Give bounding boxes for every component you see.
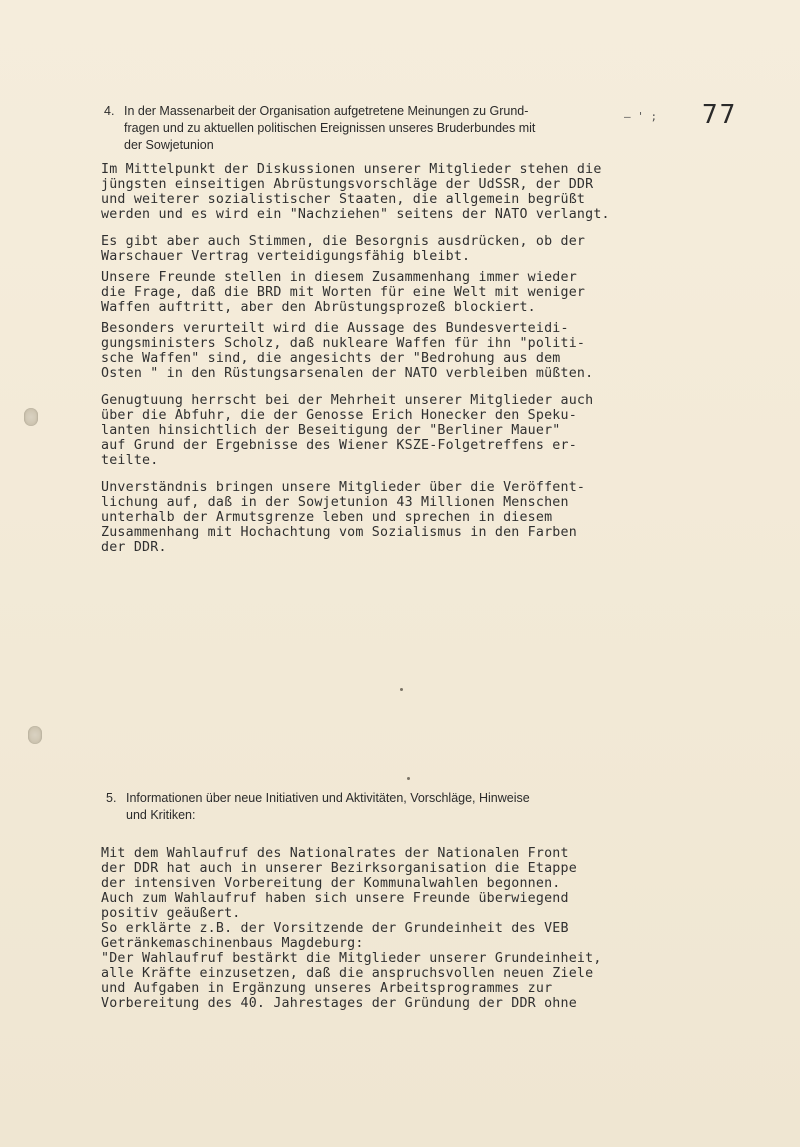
section-4-number: 4.	[104, 104, 115, 118]
paragraph: Mit dem Wahlaufruf des Nationalrates der Nationalen Front der DDR hat auch in unserer Bezirksorganisation die Etappe der intensiven Vorbereitung der Kommunalwahlen begonnen. Auch zum Wahlaufruf haben sich unsere Freunde überwiegend positiv geäußert.	[101, 846, 577, 921]
paragraph: So erklärte z.B. der Vorsitzende der Grundeinheit des VEB Getränkemaschinenbaus Magdeburg: "Der Wahlaufruf bestärkt die Mitglieder unserer Grundeinheit, alle Kräfte einzusetzen, daß die anspruchsvollen neuen Ziele und Aufgaben in Ergänzung unseres Arbeitsprogrammes zur Vorbereitung des 40. Jahrestages der Gründung der DDR ohne	[101, 921, 602, 1011]
stray-mark	[407, 777, 410, 780]
paragraph: Es gibt aber auch Stimmen, die Besorgnis ausdrücken, ob der Warschauer Vertrag verteidigungsfähig bleibt.	[101, 234, 586, 264]
paragraph: Im Mittelpunkt der Diskussionen unserer Mitglieder stehen die jüngsten einseitigen Abrüstungsvorschläge der UdSSR, der DDR und weiterer sozialistischer Staaten, die allgemein begrüßt werden und es wird ein "Nachziehen" seitens der NATO verlangt.	[101, 162, 610, 222]
margin-mark: — ' ;	[624, 110, 658, 123]
paragraph: Besonders verurteilt wird die Aussage des Bundesverteidi- gungsministers Scholz, daß nukleare Waffen für ihn "politi- sche Waffen" sind, die angesichts der "Bedrohung aus dem Osten " in den Rüstungsarsenalen der NATO verbleiben müßten.	[101, 321, 594, 381]
paragraph: Unsere Freunde stellen in diesem Zusammenhang immer wieder die Frage, daß die BRD mit Worten für eine Welt mit weniger Waffen auftritt, aber den Abrüstungsprozeß blockiert.	[101, 270, 586, 315]
paragraph: Unverständnis bringen unsere Mitglieder über die Veröffent- lichung auf, daß in der Sowjetunion 43 Millionen Menschen unterhalb der Armutsgrenze leben und sprechen in diesem Zusammenhang mit Hochachtung vom Sozialismus in den Farben der DDR.	[101, 480, 586, 555]
section-5-heading	[106, 790, 626, 824]
section-5-heading-line: und Kritiken:	[126, 808, 196, 822]
section-4-body	[101, 162, 731, 567]
section-4-heading-line: der Sowjetunion	[124, 138, 214, 152]
page-number: 77	[702, 100, 738, 130]
punch-hole	[24, 408, 38, 426]
section-5-body	[101, 846, 731, 1011]
section-5-number: 5.	[106, 791, 117, 805]
paragraph: Genugtuung herrscht bei der Mehrheit unserer Mitglieder auch über die Abfuhr, die der Genosse Erich Honecker den Speku- lanten hinsichtlich der Beseitigung der "Berliner Mauer" auf Grund der Ergebnisse des Wiener KSZE-Folgetreffens er- teilte.	[101, 393, 594, 468]
section-4-heading-line: fragen und zu aktuellen politischen Ereignissen unseres Bruderbundes mit	[124, 121, 536, 135]
section-4-heading	[104, 103, 624, 154]
punch-hole	[28, 726, 42, 744]
section-5-heading-line: Informationen über neue Initiativen und Aktivitäten, Vorschläge, Hinweise	[126, 791, 530, 805]
stray-mark	[400, 688, 403, 691]
section-4-heading-line: In der Massenarbeit der Organisation aufgetretene Meinungen zu Grund-	[124, 104, 529, 118]
